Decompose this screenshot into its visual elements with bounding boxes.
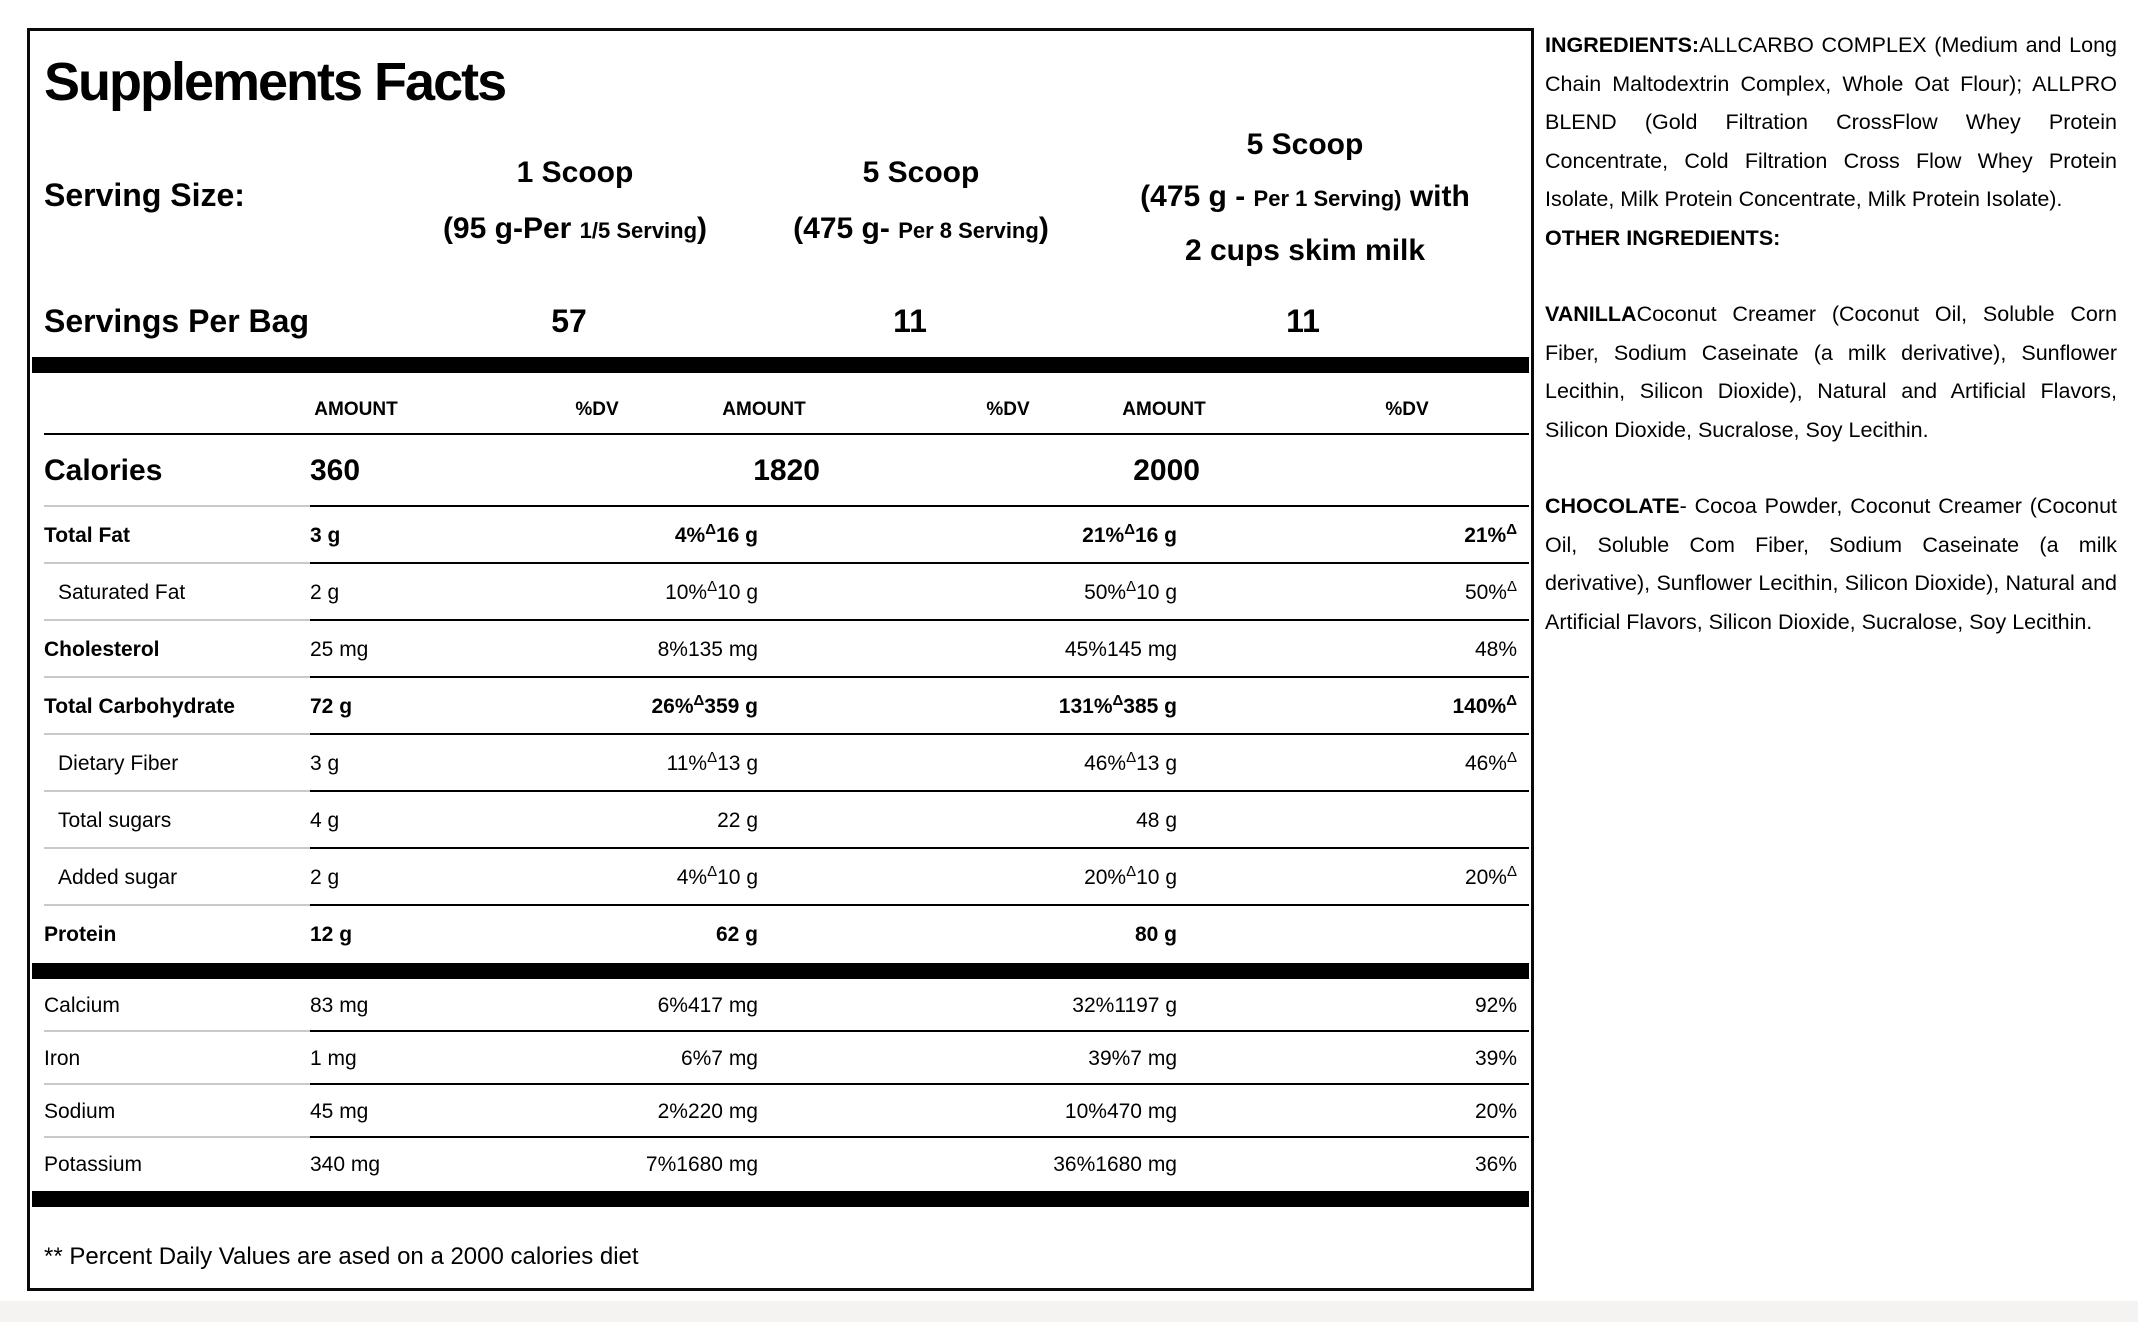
- serving-detail-line: (95 g-Per 1/5 Serving): [442, 212, 708, 245]
- dv3-cell: 20%$^\Delta$: [1464, 862, 1517, 889]
- vanilla-text: Coconut Creamer (Coconut Oil, Soluble Corn Fiber, Sodium Caseinate (a milk derivative), Sunflower Lecithin, Silicon Dioxide), Natural and Artificial Flavors, Silicon Dioxide, Sucralose, Soy Lecithin.: [1545, 302, 2117, 442]
- dv2-amount3-cell: 48 g: [1136, 808, 1177, 832]
- nutrient-label: Saturated Fat: [58, 580, 186, 604]
- nutrient-row: [30, 1032, 1531, 1085]
- amount-cell-1: 45 mg: [310, 1099, 369, 1123]
- dv1-amount2-cell: 6%417 mg: [657, 993, 758, 1017]
- chocolate-heading: CHOCOLATE: [1545, 494, 1680, 518]
- spacer: [1545, 257, 2117, 295]
- nutrient-rows: [30, 507, 1531, 1207]
- nutrient-row: [30, 735, 1531, 792]
- col-header-dv-2: %DV: [986, 399, 1030, 420]
- amount-cell-1: 340 mg: [310, 1152, 381, 1176]
- nutrient-label: Total sugars: [58, 808, 172, 832]
- ingredients-text: ALLCARBO COMPLEX (Medium and Long Chain Maltodextrin Complex, Whole Oat Flour); ALLPRO BLEND (Gold Filtration CrossFlow Whey Protein Concentrate, Cold Filtration Cross Flow Whey Protein Isolate, Milk Protein Concentrate, Milk Protein Isolate).: [1545, 33, 2117, 211]
- nutrient-table: [30, 435, 1531, 1207]
- dv3-cell: 46%$^\Delta$: [1464, 748, 1517, 775]
- nutrient-label: Added sugar: [58, 865, 178, 889]
- amount-cell-1: 72 g: [310, 694, 353, 718]
- calories-value-3: 2000: [1133, 454, 1200, 487]
- nutrient-label: Iron: [44, 1046, 81, 1070]
- dv3-cell: 50%$^\Delta$: [1464, 577, 1517, 604]
- dv1-amount2-cell: 6%7 mg: [680, 1046, 758, 1070]
- dv1-amount2-cell: 8%135 mg: [657, 637, 758, 661]
- amount-cell-1: 3 g: [310, 751, 340, 775]
- dv2-amount3-cell: 32%1197 g: [1072, 993, 1177, 1017]
- daily-values-footnote: ** Percent Daily Values are ased on a 2000 calories diet: [44, 1243, 639, 1270]
- nutrient-row: [30, 507, 1531, 564]
- chocolate-text: - Cocoa Powder, Coconut Creamer (Coconut Oil, Soluble Com Fiber, Sodium Caseinate (a milk derivative), Sunflower Lecithin, Silicon Dioxide), Natural and Artificial Flavors, Silicon Dioxide, Sucralose, Soy Lecithin.: [1545, 494, 2117, 634]
- servings-per-bag-label: Servings Per Bag: [44, 303, 309, 339]
- serving-column: [1058, 119, 1552, 277]
- nutrient-label: Sodium: [44, 1099, 116, 1123]
- nutrient-label: Calcium: [44, 993, 120, 1017]
- ingredients-paragraph: [1545, 26, 2117, 219]
- nutrient-row: [30, 906, 1531, 963]
- dv1-amount2-cell: 22 g: [717, 808, 758, 832]
- nutrient-row: [30, 1138, 1531, 1191]
- dv2-amount3-cell: 20%$^\Delta$10 g: [1084, 862, 1177, 889]
- dv2-amount3-cell: 10%470 mg: [1064, 1099, 1177, 1123]
- calories-value-1: 360: [310, 454, 361, 487]
- nutrient-label: Dietary Fiber: [58, 751, 179, 775]
- nutrient-row: [30, 792, 1531, 849]
- dv2-amount3-cell: 21%$^\Delta$16 g: [1082, 520, 1177, 547]
- amount-cell-1: 83 mg: [310, 993, 369, 1017]
- amount-cell-1: 25 mg: [310, 637, 369, 661]
- scoop-line: 5 Scoop: [862, 156, 980, 189]
- dv2-amount3-cell: 46%$^\Delta$13 g: [1084, 748, 1177, 775]
- servings-count: 57: [551, 303, 587, 339]
- amount-cell-1: 3 g: [310, 523, 341, 547]
- col-header-amount-2: AMOUNT: [722, 399, 806, 420]
- dv2-amount3-cell: 36%1680 mg: [1053, 1152, 1177, 1176]
- nutrient-row: [30, 1085, 1531, 1138]
- nutrient-row: [30, 564, 1531, 621]
- dv2-amount3-cell: 50%$^\Delta$10 g: [1084, 577, 1177, 604]
- calories-value-2: 1820: [753, 454, 820, 487]
- divider-bar: [32, 1191, 1529, 1207]
- dv2-amount3-cell: 80 g: [1134, 922, 1177, 946]
- nutrient-row: [30, 678, 1531, 735]
- scoop-line: 5 Scoop: [1246, 128, 1364, 161]
- amount-cell-1: 4 g: [310, 808, 340, 832]
- dv3-cell: 92%: [1474, 993, 1517, 1017]
- nutrient-label: Total Fat: [44, 523, 130, 547]
- vanilla-heading: VANILLA: [1545, 302, 1637, 326]
- nutrient-row: [30, 849, 1531, 906]
- other-ingredients-heading: OTHER INGREDIENTS:: [1545, 225, 1781, 250]
- dv3-cell: 48%: [1474, 637, 1517, 661]
- dv2-amount3-cell: 131%$^\Delta$385 g: [1058, 691, 1177, 718]
- nutrient-row: [30, 621, 1531, 678]
- calories-label: Calories: [44, 454, 163, 487]
- nutrient-label: Potassium: [44, 1152, 143, 1176]
- dv2-amount3-cell: 39%7 mg: [1088, 1046, 1177, 1070]
- divider-bar-top: [32, 357, 1529, 373]
- serving-detail-line: (475 g- Per 8 Serving): [793, 212, 1049, 245]
- dv1-amount2-cell: 62 g: [715, 922, 758, 946]
- dv3-cell: 39%: [1474, 1046, 1517, 1070]
- dv1-amount2-cell: 4%$^\Delta$16 g: [674, 520, 758, 547]
- col-header-amount-1: AMOUNT: [314, 399, 398, 420]
- vanilla-paragraph: [1545, 295, 2117, 449]
- scoop-line: 1 Scoop: [516, 156, 634, 189]
- amount-cell-1: 1 mg: [310, 1046, 357, 1070]
- spacer: [1545, 449, 2117, 487]
- chocolate-paragraph: [1545, 487, 2117, 641]
- dv3-cell: 36%: [1474, 1152, 1517, 1176]
- dv1-amount2-cell: 10%$^\Delta$10 g: [665, 577, 758, 604]
- servings-count: 11: [1286, 303, 1320, 339]
- dv1-amount2-cell: 4%$^\Delta$10 g: [676, 862, 758, 889]
- dv1-amount2-cell: 2%220 mg: [657, 1099, 758, 1123]
- serving-size-label: Serving Size:: [44, 177, 245, 213]
- other-ingredients-heading-line: [1545, 219, 2117, 258]
- divider-bar: [32, 963, 1529, 979]
- amount-cell-1: 2 g: [310, 865, 340, 889]
- nutrient-row: [30, 979, 1531, 1032]
- calories-row: [30, 435, 1531, 507]
- supplement-facts-box: [27, 28, 1534, 1291]
- amount-cell-1: 12 g: [310, 922, 353, 946]
- dv3-cell: 140%$^\Delta$: [1452, 691, 1517, 718]
- dv3-cell: 21%$^\Delta$: [1464, 520, 1517, 547]
- page-edge-strip: [0, 1301, 2138, 1322]
- col-header-amount-3: AMOUNT: [1122, 399, 1206, 420]
- nutrient-label: Protein: [44, 922, 117, 946]
- dv1-amount2-cell: 11%$^\Delta$13 g: [666, 748, 758, 775]
- dv1-amount2-cell: 7%1680 mg: [645, 1152, 758, 1176]
- ingredients-heading: INGREDIENTS:: [1545, 33, 1700, 57]
- page-title: Supplements Facts: [44, 52, 506, 112]
- ingredients-panel: [1545, 26, 2117, 641]
- milk-line: 2 cups skim milk: [1184, 234, 1426, 267]
- col-header-dv-3: %DV: [1385, 399, 1429, 420]
- dv2-amount3-cell: 45%145 mg: [1064, 637, 1177, 661]
- nutrient-label: Cholesterol: [44, 637, 160, 661]
- col-header-dv-1: %DV: [575, 399, 619, 420]
- serving-detail-line: (475 g - Per 1 Serving) with: [1140, 180, 1470, 213]
- amount-cell-1: 2 g: [310, 580, 340, 604]
- dv1-amount2-cell: 26%$^\Delta$359 g: [651, 691, 758, 718]
- nutrient-label: Total Carbohydrate: [44, 694, 235, 718]
- dv3-cell: 20%: [1474, 1099, 1517, 1123]
- servings-count: 11: [893, 303, 927, 339]
